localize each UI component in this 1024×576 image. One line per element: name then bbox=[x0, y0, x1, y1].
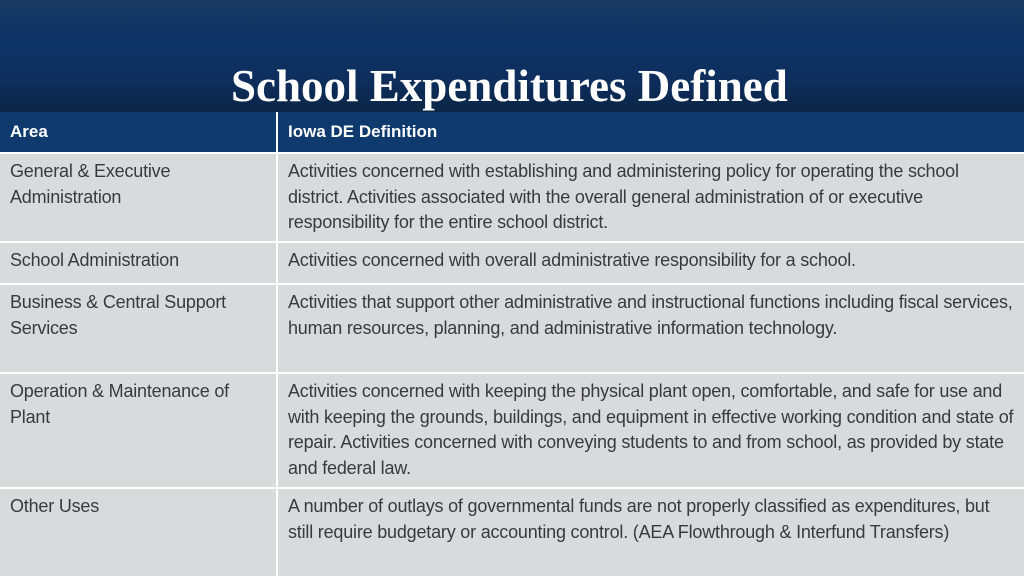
definition-cell: Activities concerned with keeping the physical plant open, comfortable, and safe for use and with keeping the grounds, buildings, and equipment in effective working condition and state of repair. Activities concerned with conveying students to and from school, as provided by state and federal law. bbox=[277, 373, 1024, 488]
column-header-area: Area bbox=[0, 112, 277, 153]
table-row bbox=[0, 284, 1024, 373]
definitions-table bbox=[0, 112, 1024, 576]
table-header-row bbox=[0, 112, 1024, 153]
table-row bbox=[0, 488, 1024, 576]
area-cell: Business & Central Support Services bbox=[0, 284, 277, 373]
page-title: School Expenditures Defined bbox=[231, 61, 788, 111]
definition-cell: Activities concerned with overall administrative responsibility for a school. bbox=[277, 242, 1024, 284]
area-cell: School Administration bbox=[0, 242, 277, 284]
table-row bbox=[0, 242, 1024, 284]
table-row bbox=[0, 153, 1024, 242]
definition-cell: Activities concerned with establishing and administering policy for operating the school district. Activities associated with the overall general administration of or executive responsibility for the entire school district. bbox=[277, 153, 1024, 242]
area-cell: Operation & Maintenance of Plant bbox=[0, 373, 277, 488]
definition-cell: A number of outlays of governmental funds are not properly classified as expenditures, but still require budgetary or accounting control. (AEA Flowthrough & Interfund Transfers) bbox=[277, 488, 1024, 576]
definition-cell: Activities that support other administrative and instructional functions including fiscal services, human resources, planning, and administrative information technology. bbox=[277, 284, 1024, 373]
area-cell: Other Uses bbox=[0, 488, 277, 576]
column-header-definition: Iowa DE Definition bbox=[277, 112, 1024, 153]
area-cell: General & Executive Administration bbox=[0, 153, 277, 242]
table-row bbox=[0, 373, 1024, 488]
